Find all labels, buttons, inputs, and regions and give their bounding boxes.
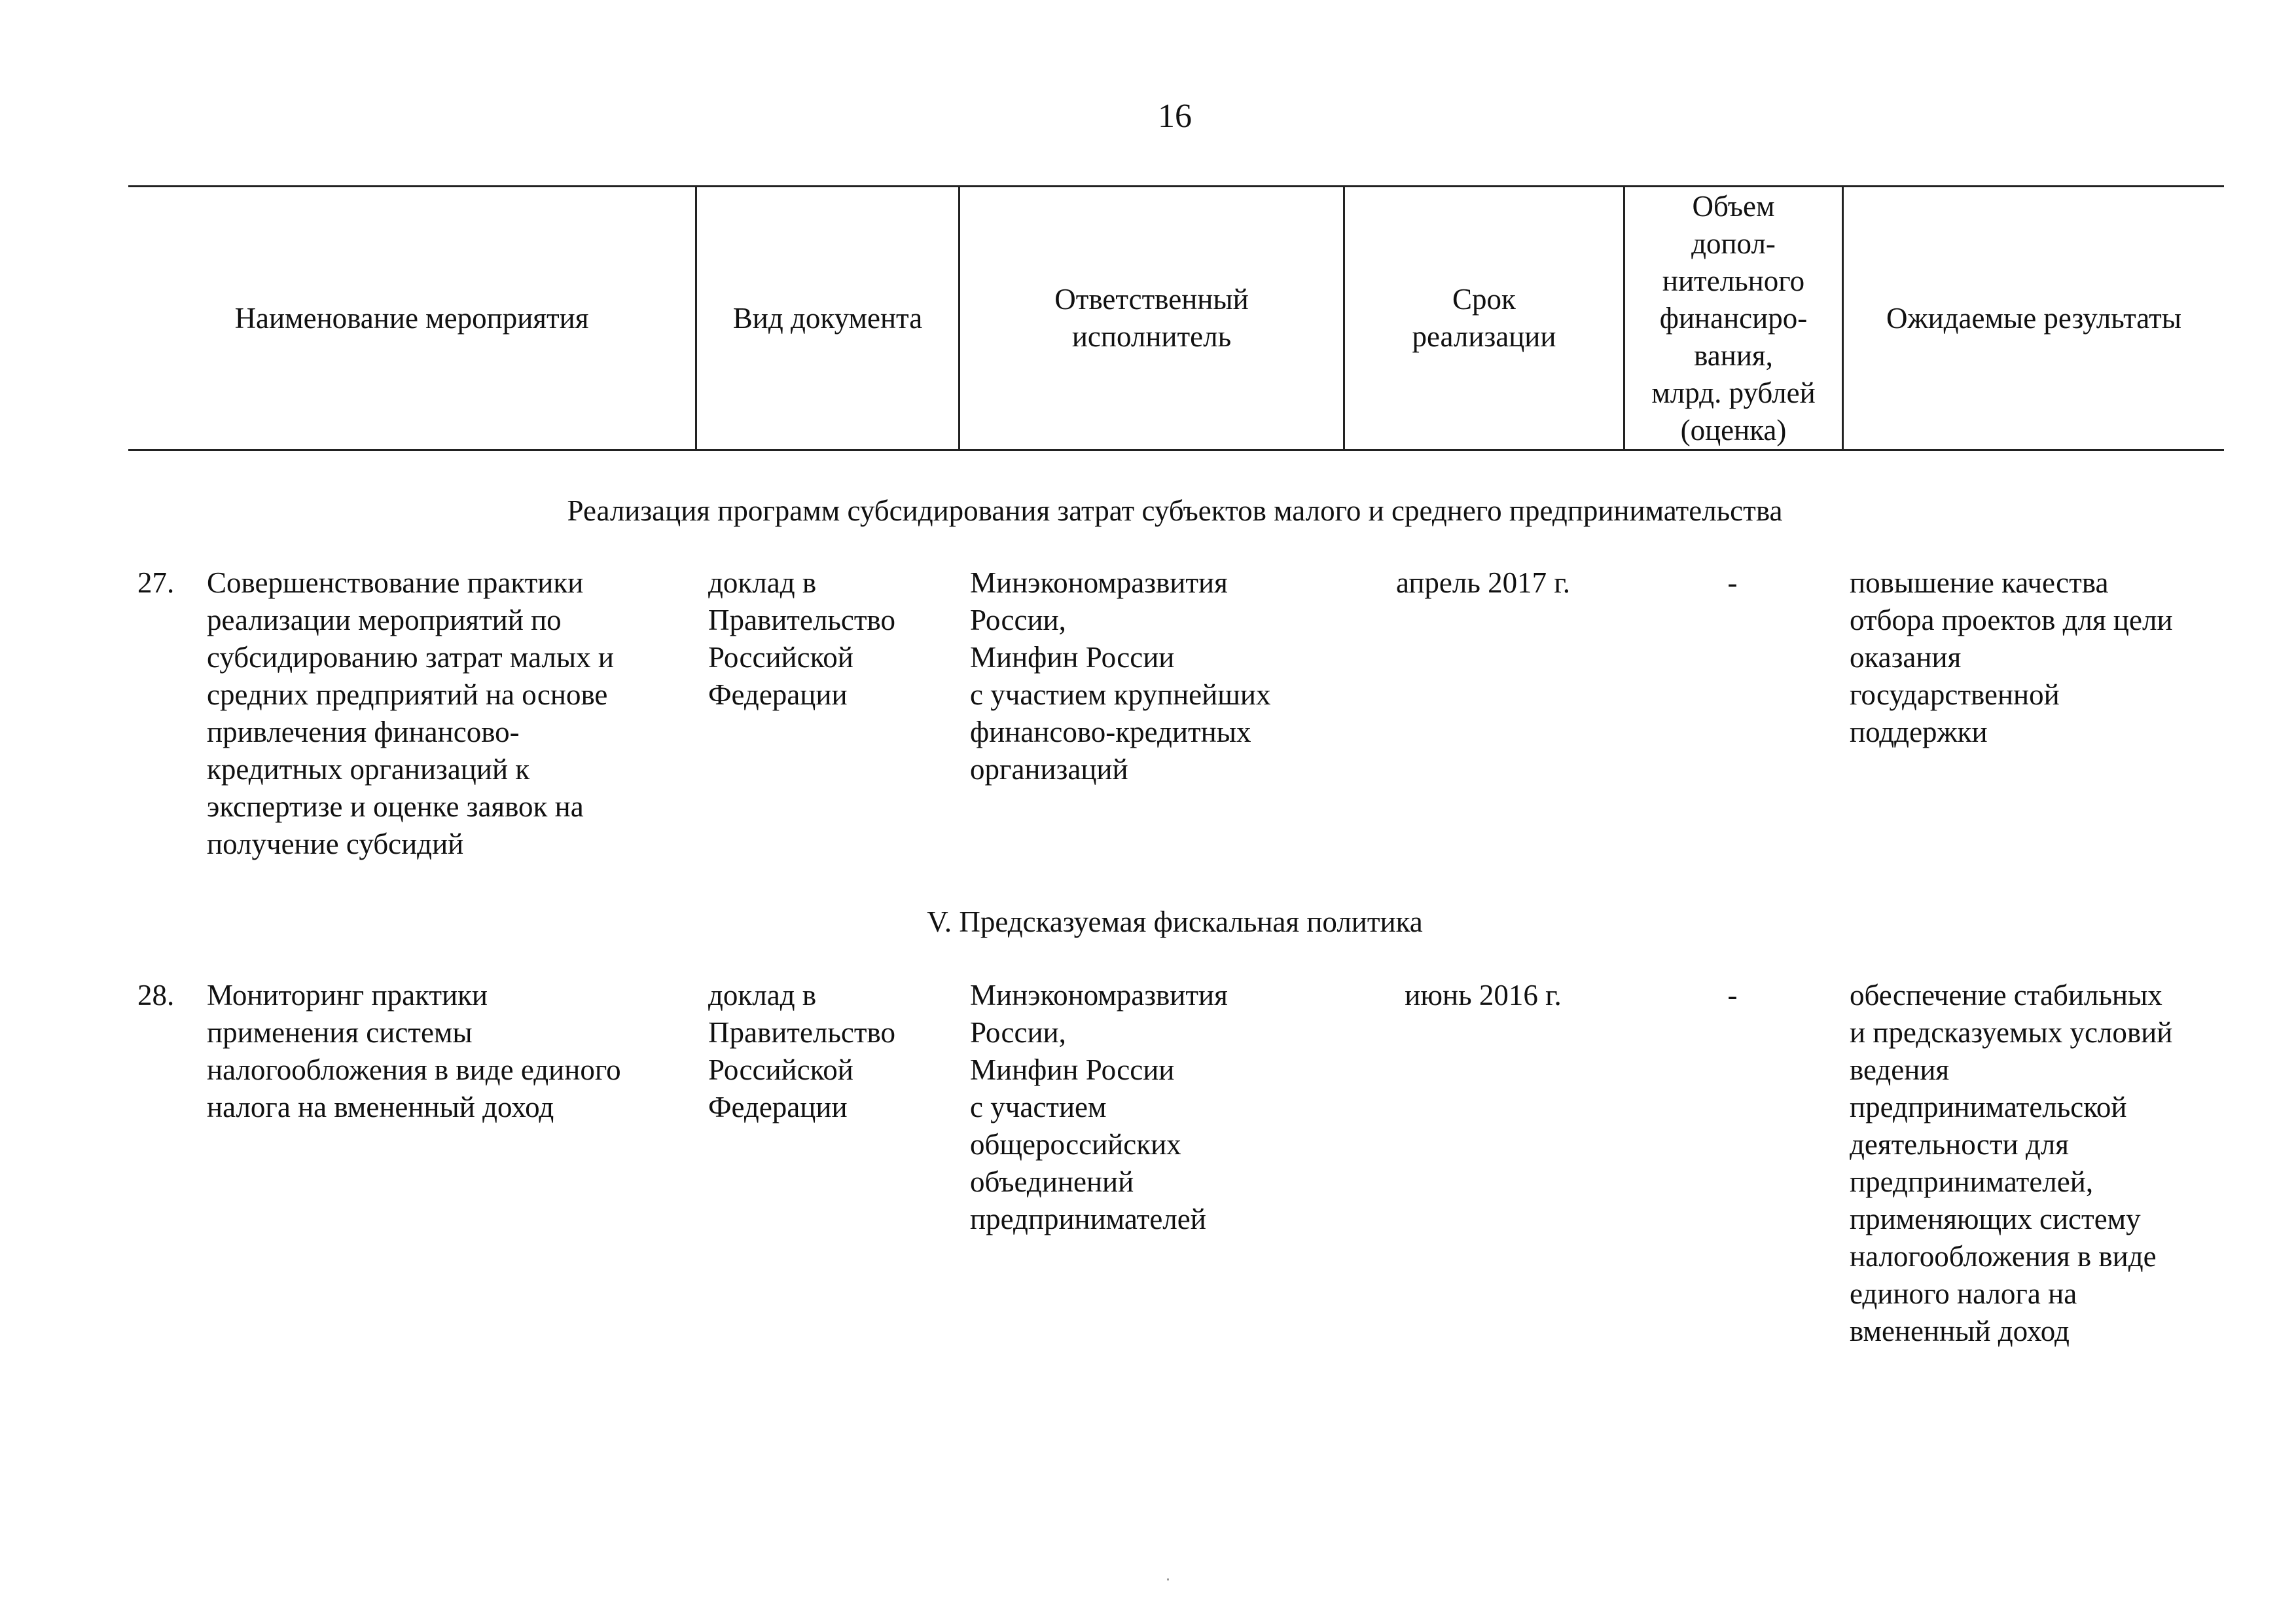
row-doc-type: доклад в Правительство Российской Федерации [708, 979, 895, 1123]
table-header [128, 185, 2224, 451]
measures-table [128, 185, 2224, 451]
header-results: Ожидаемые результаты [1842, 187, 2224, 449]
row-funding: - [1727, 979, 1738, 1012]
row-executor: Минэкономразвития России, Минфин России с участием общероссийских объединений предпринимателей [970, 979, 1228, 1235]
row-funding: - [1727, 566, 1738, 599]
row-deadline: апрель 2017 г. [1395, 566, 1571, 599]
row-results: повышение качества отбора проектов для цели оказания государственной поддержки [1850, 566, 2173, 748]
scan-speck [1167, 1578, 1169, 1580]
section-title: Реализация программ субсидирования затрат субъектов малого и среднего предпринимательства [567, 494, 1783, 527]
row-doc-type: доклад в Правительство Российской Федерации [708, 566, 895, 711]
row-name: Мониторинг практики применения системы налогообложения в виде единого налога на вмененный доход [207, 979, 621, 1123]
row-deadline: июнь 2016 г. [1405, 979, 1562, 1012]
row-results: обеспечение стабильных и предсказуемых условий ведения предпринимательской деятельности для предпринимателей, применяющих систему налогообложения в виде единого налога на вмененный доход [1850, 979, 2173, 1347]
page-number: 16 [1158, 98, 1192, 135]
header-executor: Ответственный исполнитель [958, 187, 1343, 449]
section-title: V. Предсказуемая фискальная политика [927, 905, 1423, 938]
header-doc-type: Вид документа [695, 187, 958, 449]
header-deadline: Срок реализации [1343, 187, 1623, 449]
row-executor: Минэкономразвития России, Минфин России с участием крупнейших финансово-кредитных организаций [970, 566, 1271, 786]
header-funding: Объем допол- нительного финансиро- вания, млрд. рублей (оценка) [1623, 187, 1842, 449]
header-name: Наименование мероприятия [234, 301, 589, 335]
row-name: Совершенствование практики реализации мероприятий по субсидированию затрат малых и средних предприятий на основе привлечения финансово- кредитных организаций к экспертизе и оценке заявок на получение субсидий [207, 566, 614, 860]
row-number: 27. [137, 566, 175, 599]
row-number: 28. [137, 979, 175, 1012]
